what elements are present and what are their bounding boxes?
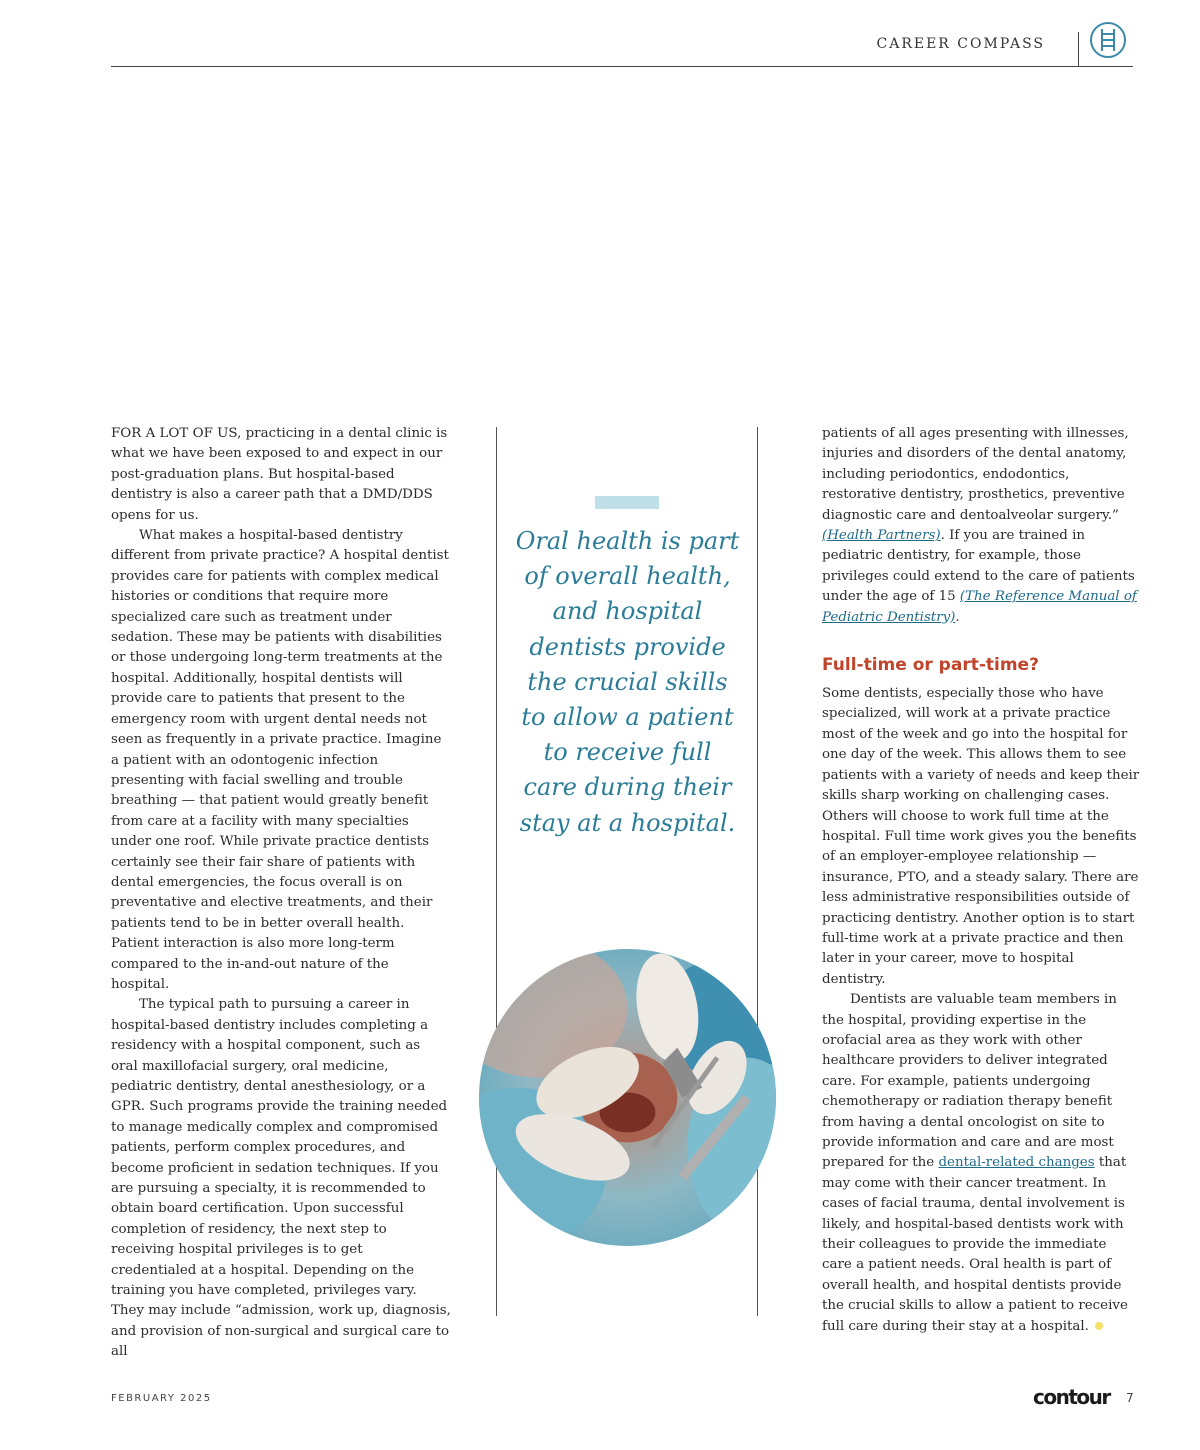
left-column [111, 424, 451, 1363]
body-paragraph [822, 990, 1140, 1337]
pull-quote-accent-bar [595, 496, 659, 509]
right-column [822, 424, 1140, 1337]
header-divider [1078, 32, 1079, 67]
ladder-icon [1089, 21, 1127, 59]
end-mark-dot [1095, 1322, 1103, 1330]
paragraph-text: that may come with their cancer treatment. In cases of facial trauma, dental involvement is likely, and hospital-based dentists work with their colleagues to provide the immediate care a patient needs. Oral health is part of overall health, and hospital dentists provide the crucial skills to allow a patient to receive full care during their stay at a hospital. [822, 1155, 1128, 1334]
pull-quote: Oral health is part of overall health, and hospital dentists provide the crucial skills to allow a patient to receive full care during their stay at a hospital. [515, 527, 740, 837]
paragraph-text: patients of all ages presenting with illnesses, injuries and disorders of the dental anatomy, including periodontics, endodontics, restorative dentistry, prosthetics, preventive diagnostic care and dentoalveolar surgery.” [822, 426, 1129, 523]
dental-surgery-photo [478, 948, 777, 1247]
section-label: CAREER COMPASS [876, 36, 1045, 52]
issue-date: FEBRUARY 2025 [111, 1393, 212, 1404]
paragraph-text: . [955, 609, 960, 625]
body-paragraph: What makes a hospital-based dentistry different from private practice? A hospital dentist provides care for patients with complex medical histories or conditions that require more specialized care such as treatment under sedation. These may be patients with disabilities or those undergoing long-term treatments at the hospital. Additionally, hospital dentists will provide care to patients that present to the emergency room with urgent dental needs not seen as frequently in a private practice. Imagine a patient with an odontogenic infection presenting with facial swelling and trouble breathing — that patient would greatly benefit from care at a facility with many specialties under one roof. While private practice dentists certainly see their fair share of patients with dental emergencies, the focus overall is on preventative and elective treatments, and their patients tend to be in better overall health. Patient interaction is also more long-term compared to the in-and-out nature of the hospital. [111, 528, 449, 992]
dental-related-changes-link[interactable]: dental-related changes [938, 1155, 1095, 1171]
body-paragraph: Some dentists, especially those who have specialized, will work at a private practice most of the week and go into the hospital for one day of the week. This allows them to see patients with a variety of needs and keep their skills sharp working on challenging cases. Others will choose to work full time at the hospital. Full time work gives you the benefits of an employer-employee relationship — insurance, PTO, and a steady salary. There are less administrative responsibilities outside of practicing dentistry. Another option is to start full-time work at a private practice and then later in your career, move to hospital dentistry. [822, 686, 1140, 987]
body-paragraph: The typical path to pursuing a career in hospital-based dentistry includes completing a residency with a hospital component, such as oral maxillofacial surgery, oral medicine, pediatric dentistry, dental anesthesiology, or a GPR. Such programs provide the training needed to manage medically complex and compromised patients, perform complex procedures, and become proficient in sedation techniques. If you are pursuing a specialty, it is recommended to obtain board certification. Upon successful completion of residency, the next step to receiving hospital privileges is to get credentialed at a hospital. Depending on the training you have completed, privileges vary. They may include “admission, work up, diagnosis, and provision of non-surgical and surgical care to all [111, 997, 451, 1360]
paragraph-text: . If you are trained in pediatric dentistry, for example, those privileges could extend to the care of patients under the age of 15 [822, 528, 1135, 605]
brand-logo: contour [1033, 1385, 1110, 1409]
paragraph-text: Dentists are valuable team members in the hospital, providing expertise in the orofacial area as they work with other healthcare providers to deliver integrated care. For example, patients undergoing chemotherapy or radiation therapy benefit from having a dental oncologist on site to provide information and care and are most prepared for the [822, 992, 1117, 1171]
health-partners-link[interactable]: (Health Partners) [822, 528, 941, 544]
body-paragraph [822, 424, 1140, 628]
header-rule [111, 66, 1133, 67]
intro-paragraph: FOR A LOT OF US, practicing in a dental clinic is what we have been exposed to and expect in our post-graduation plans. But hospital-based dentistry is also a career path that a DMD/DDS opens for us. [111, 426, 448, 523]
page-number: 7 [1126, 1391, 1134, 1405]
section-subhead: Full-time or part-time? [822, 655, 1039, 676]
pediatric-manual-link[interactable]: (The Reference Manual of Pediatric Dentistry) [822, 589, 1137, 625]
